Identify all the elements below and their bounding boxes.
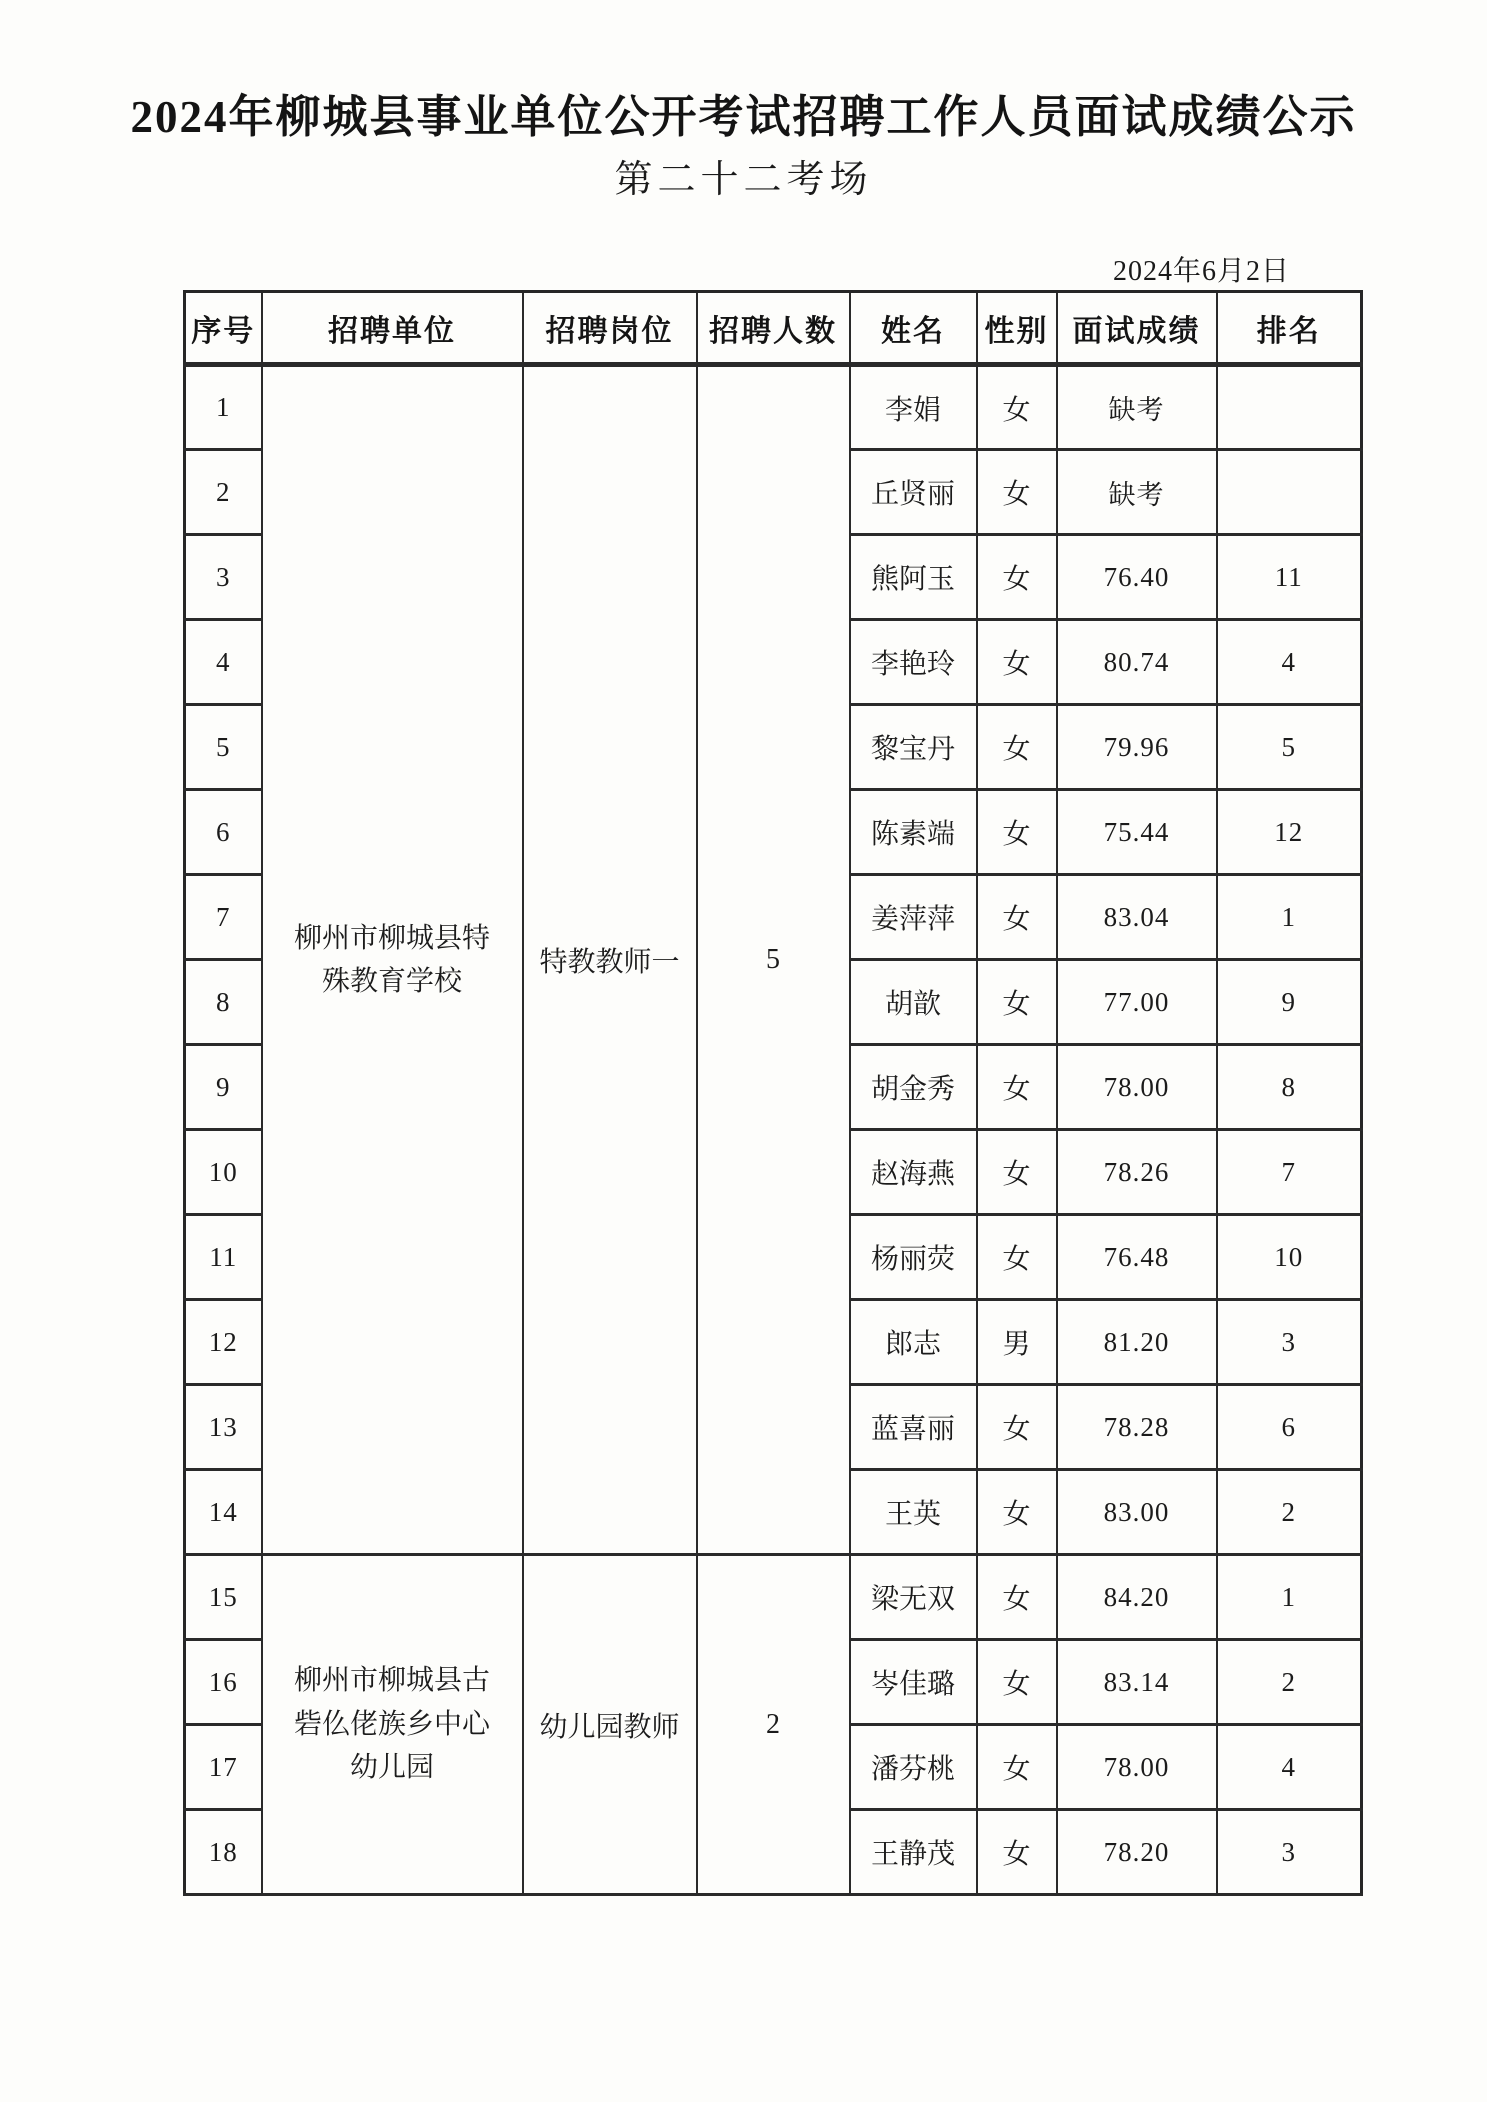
score-cell: 76.40	[1057, 535, 1217, 620]
gender-cell: 女	[977, 365, 1057, 450]
row-number-cell: 1	[185, 365, 262, 450]
recruit-count-cell: 2	[697, 1555, 850, 1895]
col-header-position: 招聘岗位	[523, 292, 697, 365]
gender-cell: 女	[977, 1385, 1057, 1470]
exam-room-subtitle: 第二十二考场	[614, 159, 873, 201]
table-body	[185, 365, 1362, 1895]
position-cell: 特教教师一	[523, 365, 697, 1555]
rank-cell: 8	[1217, 1045, 1362, 1130]
score-cell: 78.26	[1057, 1130, 1217, 1215]
gender-cell: 女	[977, 1045, 1057, 1130]
score-cell: 80.74	[1057, 620, 1217, 705]
table-row	[185, 1555, 1362, 1640]
score-cell: 78.00	[1057, 1725, 1217, 1810]
rank-cell: 2	[1217, 1470, 1362, 1555]
announcement-date: 2024年6月2日	[1112, 256, 1290, 287]
rank-cell: 7	[1217, 1130, 1362, 1215]
name-cell: 岑佳璐	[850, 1640, 977, 1725]
row-number-cell: 11	[185, 1215, 262, 1300]
rank-cell: 1	[1217, 1555, 1362, 1640]
row-number-cell: 13	[185, 1385, 262, 1470]
gender-cell: 女	[977, 535, 1057, 620]
gender-cell: 女	[977, 1555, 1057, 1640]
gender-cell: 男	[977, 1300, 1057, 1385]
row-number-cell: 17	[185, 1725, 262, 1810]
score-cell: 79.96	[1057, 705, 1217, 790]
gender-cell: 女	[977, 875, 1057, 960]
score-cell: 75.44	[1057, 790, 1217, 875]
row-number-cell: 18	[185, 1810, 262, 1895]
row-number-cell: 12	[185, 1300, 262, 1385]
name-cell: 姜萍萍	[850, 875, 977, 960]
gender-cell: 女	[977, 1470, 1057, 1555]
score-cell: 84.20	[1057, 1555, 1217, 1640]
gender-cell: 女	[977, 960, 1057, 1045]
row-number-cell: 8	[185, 960, 262, 1045]
name-cell: 陈素端	[850, 790, 977, 875]
scores-table	[183, 290, 1363, 1896]
row-number-cell: 6	[185, 790, 262, 875]
name-cell: 梁无双	[850, 1555, 977, 1640]
name-cell: 黎宝丹	[850, 705, 977, 790]
rank-cell: 11	[1217, 535, 1362, 620]
score-cell: 81.20	[1057, 1300, 1217, 1385]
rank-cell: 3	[1217, 1300, 1362, 1385]
position-cell: 幼儿园教师	[523, 1555, 697, 1895]
col-header-name: 姓名	[850, 292, 977, 365]
rank-cell: 9	[1217, 960, 1362, 1045]
name-cell: 李艳玲	[850, 620, 977, 705]
score-cell: 缺考	[1057, 365, 1217, 450]
score-cell: 83.04	[1057, 875, 1217, 960]
rank-cell: 3	[1217, 1810, 1362, 1895]
name-cell: 赵海燕	[850, 1130, 977, 1215]
name-cell: 王英	[850, 1470, 977, 1555]
gender-cell: 女	[977, 620, 1057, 705]
row-number-cell: 16	[185, 1640, 262, 1725]
score-cell: 83.00	[1057, 1470, 1217, 1555]
gender-cell: 女	[977, 1725, 1057, 1810]
row-number-cell: 15	[185, 1555, 262, 1640]
col-header-recruit-count: 招聘人数	[697, 292, 850, 365]
gender-cell: 女	[977, 450, 1057, 535]
row-number-cell: 5	[185, 705, 262, 790]
score-cell: 83.14	[1057, 1640, 1217, 1725]
score-cell: 76.48	[1057, 1215, 1217, 1300]
gender-cell: 女	[977, 1215, 1057, 1300]
row-number-cell: 7	[185, 875, 262, 960]
gender-cell: 女	[977, 790, 1057, 875]
gender-cell: 女	[977, 1130, 1057, 1215]
name-cell: 胡金秀	[850, 1045, 977, 1130]
col-header-no: 序号	[185, 292, 262, 365]
score-cell: 78.20	[1057, 1810, 1217, 1895]
rank-cell: 6	[1217, 1385, 1362, 1470]
col-header-gender: 性别	[977, 292, 1057, 365]
rank-cell: 2	[1217, 1640, 1362, 1725]
rank-cell: 4	[1217, 1725, 1362, 1810]
col-header-rank: 排名	[1217, 292, 1362, 365]
score-cell: 77.00	[1057, 960, 1217, 1045]
gender-cell: 女	[977, 1640, 1057, 1725]
name-cell: 杨丽荧	[850, 1215, 977, 1300]
row-number-cell: 2	[185, 450, 262, 535]
name-cell: 潘芬桃	[850, 1725, 977, 1810]
gender-cell: 女	[977, 705, 1057, 790]
score-cell: 缺考	[1057, 450, 1217, 535]
table-row	[185, 365, 1362, 450]
name-cell: 蓝喜丽	[850, 1385, 977, 1470]
rank-cell	[1217, 450, 1362, 535]
rank-cell: 12	[1217, 790, 1362, 875]
row-number-cell: 3	[185, 535, 262, 620]
row-number-cell: 14	[185, 1470, 262, 1555]
unit-cell: 柳州市柳城县特殊教育学校	[262, 365, 523, 1555]
header-row	[185, 292, 1362, 365]
rank-cell: 5	[1217, 705, 1362, 790]
col-header-score: 面试成绩	[1057, 292, 1217, 365]
unit-cell: 柳州市柳城县古砦仫佬族乡中心幼儿园	[262, 1555, 523, 1895]
rank-cell	[1217, 365, 1362, 450]
rank-cell: 1	[1217, 875, 1362, 960]
row-number-cell: 9	[185, 1045, 262, 1130]
row-number-cell: 10	[185, 1130, 262, 1215]
name-cell: 丘贤丽	[850, 450, 977, 535]
recruit-count-cell: 5	[697, 365, 850, 1555]
gender-cell: 女	[977, 1810, 1057, 1895]
name-cell: 李娟	[850, 365, 977, 450]
rank-cell: 4	[1217, 620, 1362, 705]
score-cell: 78.00	[1057, 1045, 1217, 1130]
row-number-cell: 4	[185, 620, 262, 705]
rank-cell: 10	[1217, 1215, 1362, 1300]
name-cell: 郎志	[850, 1300, 977, 1385]
col-header-unit: 招聘单位	[262, 292, 523, 365]
name-cell: 胡歆	[850, 960, 977, 1045]
page-title: 2024年柳城县事业单位公开考试招聘工作人员面试成绩公示	[130, 92, 1357, 142]
name-cell: 熊阿玉	[850, 535, 977, 620]
score-cell: 78.28	[1057, 1385, 1217, 1470]
name-cell: 王静茂	[850, 1810, 977, 1895]
